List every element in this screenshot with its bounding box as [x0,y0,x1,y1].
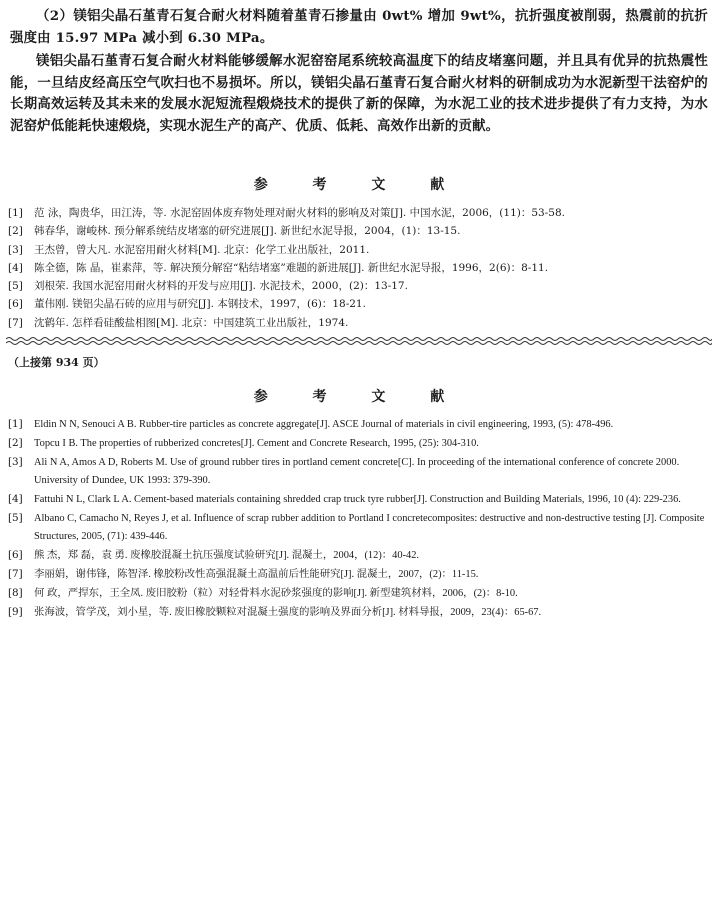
reference-text: 刘根荣. 我国水泥窑用耐火材料的开发与应用[J]. 水泥技术，2000，(2)：13-17. [34,280,408,293]
reference-number: [5] [8,511,23,524]
reference-text: 李丽娟，谢伟锋，陈智泽. 橡胶粉改性高强混凝土高温前后性能研究[J]. 混凝土，2007，(2)：11-15. [34,568,479,580]
reference-text: Ali N A, Amos A D, Roberts M. Use of ground rubber tires in portland cement concrete[C]. In proceeding of the international conference of concrete 2000. University of Dundee, UK 1993: 379-390. [34,457,680,486]
reference-number: [3] [8,456,23,469]
reference-item [8,295,708,313]
reference-number: [6] [8,298,23,311]
references-heading: 参 考 文 献 [253,389,465,405]
reference-number: [2] [8,437,23,450]
reference-item [8,277,708,295]
reference-item [8,547,708,565]
reference-text: 熊 杰，郑 磊，袁 勇. 废橡胶混凝土抗压强度试验研究[J]. 混凝土，2004，(12)：40-42. [34,549,420,561]
reference-item [8,416,708,434]
conclusion-paragraph-2: （2）镁铝尖晶石堇青石复合耐火材料随着堇青石掺量由 0wt% 增加 9wt%，抗折强度被削弱，热震前的抗折强度由 15.97 MPa 减小到 6.30 MPa。 [10,8,708,46]
reference-item [8,222,708,240]
reference-text: Topcu I B. The properties of rubberized concretes[J]. Cement and Concrete Research, 1995, (25): 304-310. [34,438,479,450]
reference-item [8,314,708,332]
references-list [8,204,708,332]
conclusion-paragraph-3: 镁铝尖晶石堇青石复合耐火材料能够缓解水泥窑窑尾系统较高温度下的结皮堵塞问题，并且具有优异的抗热震性能，一旦结皮经高压空气吹扫也不易损坏。所以，镁铝尖晶石堇青石复合耐火材料的研制成功为水泥新型干法窑炉的长期高效运转及其未来的发展水泥短流程煅烧技术的提供了新的保障，为水泥工业的技术进步提供了有力支持，为水泥窑炉低能耗快速煅烧，实现水泥生产的高产、优质、低耗、高效作出新的贡献。 [10,53,708,134]
reference-number: [3] [8,243,23,256]
reference-text: Fattuhi N L, Clark L A. Cement-based materials containing shredded crap truck tyre rubber[J]. Construction and Building Materials, 1996, 10 (4): 229-236. [34,493,681,505]
reference-item [8,491,708,509]
reference-item [8,454,708,489]
reference-text: 范 泳，陶贵华，田江涛，等. 水泥窑固体废弃物处理对耐火材料的影响及对策[J]. 中国水泥，2006，(11)：53-58. [34,207,565,219]
reference-text: Albano C, Camacho N, Reyes J, et al. Influence of scrap rubber addition to Portland I concretecomposites: destructive and non-destructive testing [J]. Composite Structures, 2005, (71): 439-446. [34,512,705,542]
reference-number: [4] [8,492,23,505]
reference-number: [9] [8,605,23,618]
reference-text: 何 政，严捍东，王全凤. 废旧胶粉（粒）对轻骨料水泥砂浆强度的影响[J]. 新型建筑材料，2006，(2)：8-10. [34,587,518,599]
reference-number: [6] [8,548,23,561]
reference-number: [5] [8,280,23,293]
reference-item [8,510,708,545]
reference-item [8,585,708,603]
reference-number: [1] [8,207,23,219]
reference-item [8,259,708,277]
reference-text: 王杰曾，曾大凡. 水泥窑用耐火材料[M]. 北京：化学工业出版社，2011. [34,243,370,256]
reference-number: [1] [8,418,23,430]
continued-from-note: （上接第 934 页） [8,356,105,369]
reference-item [8,604,708,622]
reference-text: 沈鹤年. 怎样看硅酸盐相图[M]. 北京：中国建筑工业出版社，1974. [34,316,349,329]
reference-number: [2] [8,225,23,238]
section-divider [6,335,712,347]
references-list [8,416,708,623]
reference-text: 韩春华，谢峻林. 预分解系统结皮堵塞的研究进展[J]. 新世纪水泥导报，2004，(1)：13-15. [34,225,461,238]
reference-number: [8] [8,586,23,599]
reference-item [8,566,708,584]
reference-item [8,204,708,222]
reference-number: [7] [8,316,23,329]
reference-text: 陈全德，陈 晶，崔素萍，等. 解决预分解窑“粘结堵塞”难题的新进展[J]. 新世纪水泥导报，1996，2(6)：8-11. [34,261,549,274]
reference-item [8,435,708,453]
reference-text: 董伟刚. 镁铝尖晶石砖的应用与研究[J]. 本钢技术，1997，(6)：18-21. [34,298,366,311]
reference-item [8,241,708,259]
reference-number: [7] [8,567,23,580]
reference-number: [4] [8,261,23,274]
references-heading: 参 考 文 献 [253,177,465,193]
reference-text: Eldin N N, Senouci A B. Rubber-tire particles as concrete aggregate[J]. ASCE Journal of materials in civil engineering, 1993, (5): 478-496. [34,419,614,430]
reference-text: 张海波，管学茂，刘小星，等. 废旧橡胶颗粒对混凝土强度的影响及界面分析[J]. 材料导报，2009，23(4)：65-67. [34,606,542,618]
